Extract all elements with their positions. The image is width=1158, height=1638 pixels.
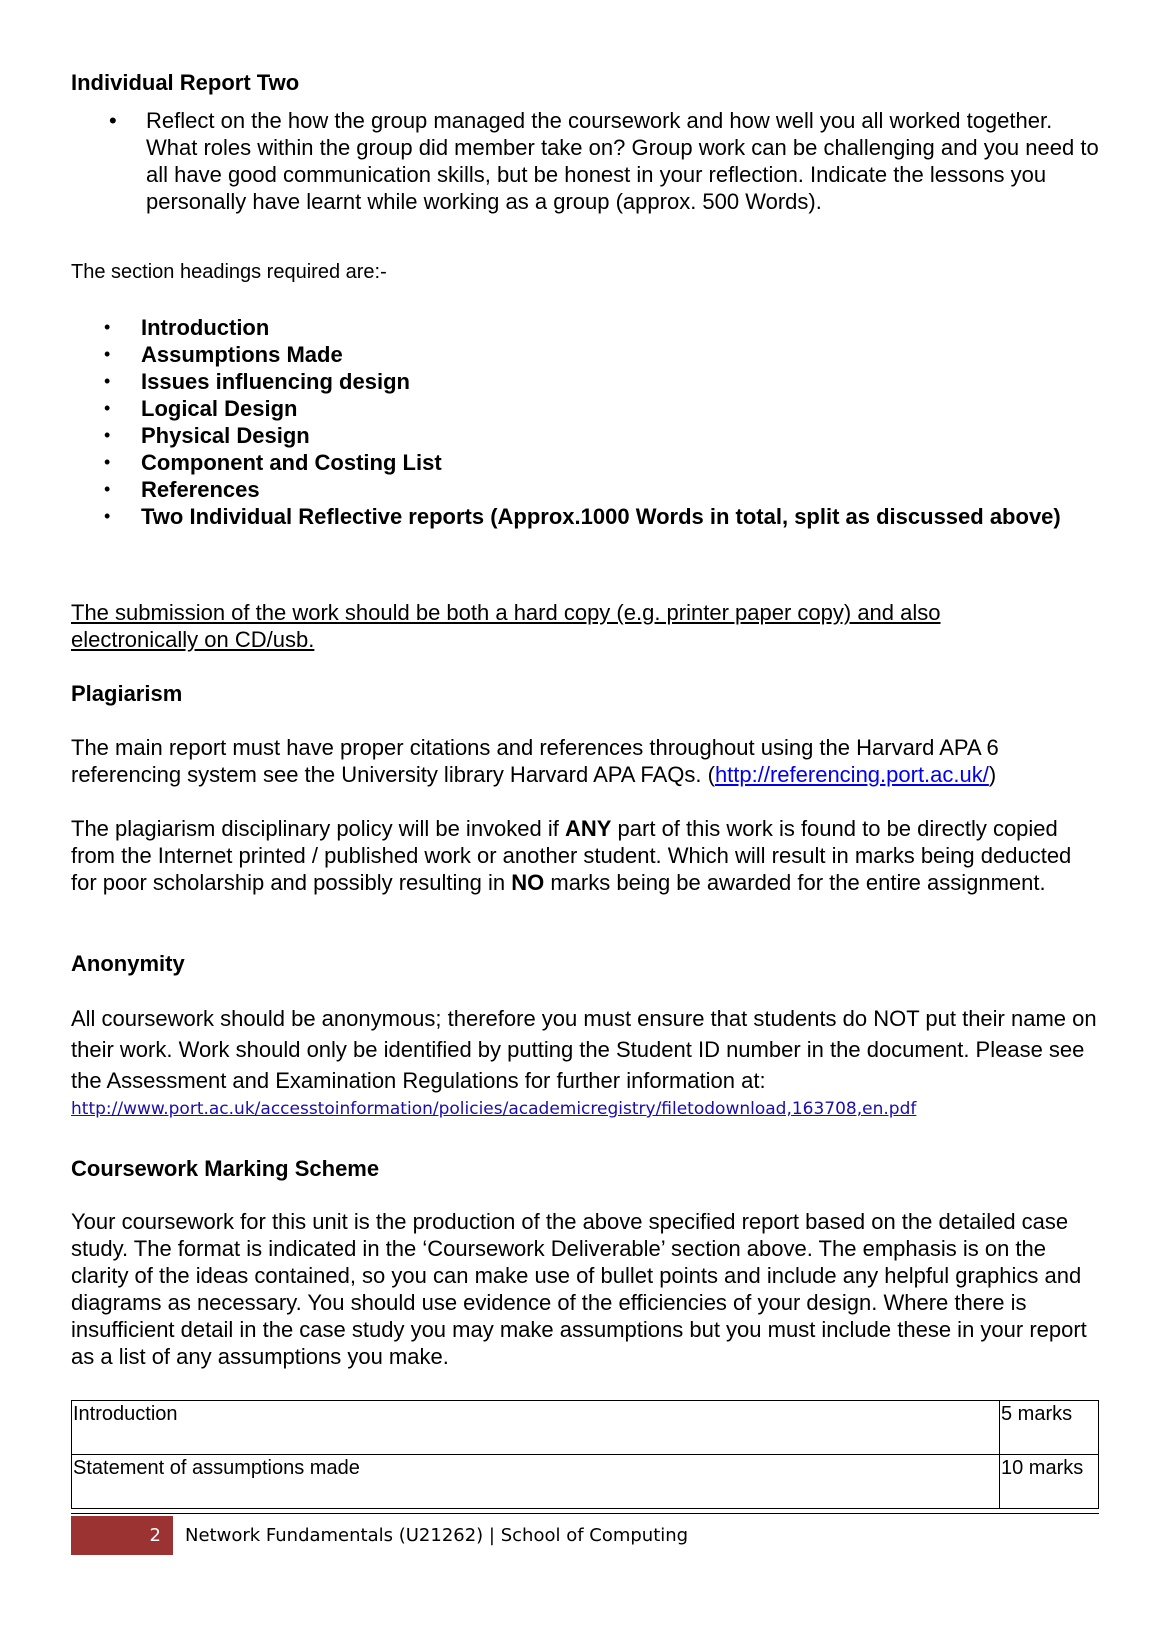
table-row <box>72 1401 1099 1455</box>
section-heading-item: • Logical Design <box>71 395 1071 422</box>
section-heading-item: • Assumptions Made <box>71 341 1071 368</box>
plagiarism-text-b: part of this work is found to be directly copied from the Internet printed / published work or another student. Which will result in marks being deducted for poor scholarship and possibly resulting in <box>71 816 1072 895</box>
marking-scheme-paragraph: Your coursework for this unit is the production of the above specified report based on the detailed case study. The format is indicated in the ‘Coursework Deliverable’ section above. The emphasis is on the clarity of the ideas contained, so you can make use of bullet points and include any helpful graphics and diagrams as necessary. You should use evidence of the efficiencies of your design. Where there is insufficient detail in the case study you may make assumptions but you must include these in your report as a list of any assumptions you make. <box>71 1209 1087 1369</box>
table-cell-marks: 10 marks <box>1000 1455 1099 1509</box>
section-heading-item: • References <box>71 476 1071 503</box>
table-cell-marks: 5 marks <box>1000 1401 1099 1455</box>
plagiarism-text: The main report must have proper citations and references throughout using the Harvard APA 6 referencing system see the University library Harvard APA FAQs. ( <box>71 735 999 787</box>
report-two-bullets <box>71 107 1099 215</box>
marking-scheme-heading: Coursework Marking Scheme <box>71 1156 380 1181</box>
any-emphasis: ANY <box>564 816 612 841</box>
section-headings-list <box>71 314 1071 530</box>
regulations-link[interactable]: http://www.port.ac.uk/accesstoinformation/policies/academicregistry/filetodownload,163708,en.pdf <box>71 1099 917 1119</box>
footer-title: Network Fundamentals (U21262) | School of Computing <box>185 1525 689 1546</box>
section-headings-intro: The section headings required are:- <box>71 261 387 283</box>
table-cell-item: Introduction <box>72 1401 1000 1455</box>
report-two-heading: Individual Report Two <box>71 70 300 95</box>
page-footer <box>71 1513 1099 1555</box>
section-heading-item: • Physical Design <box>71 422 1071 449</box>
anonymity-paragraph: All coursework should be anonymous; therefore you must ensure that students do NOT put their name on their work. Work should only be identified by putting the Student ID number in the document. Please see the Assessment and Examination Regulations for further information at: <box>71 1006 1097 1093</box>
submission-note: The submission of the work should be both a hard copy (e.g. printer paper copy) and also electronically on CD/usb. <box>71 600 941 652</box>
section-heading-item: • Two Individual Reflective reports (Approx.1000 Words in total, split as discussed above) <box>71 503 1071 530</box>
anonymity-heading: Anonymity <box>71 951 185 976</box>
table-cell-item: Statement of assumptions made <box>72 1455 1000 1509</box>
plagiarism-heading: Plagiarism <box>71 681 183 706</box>
plagiarism-paragraph-2 <box>71 815 1099 896</box>
table-row <box>72 1455 1099 1509</box>
plagiarism-text-a: The plagiarism disciplinary policy will be invoked if <box>71 816 565 841</box>
section-heading-item: • Introduction <box>71 314 1071 341</box>
referencing-link[interactable]: http://referencing.port.ac.uk/ <box>714 762 989 787</box>
section-heading-item: • Issues influencing design <box>71 368 1071 395</box>
marking-table <box>71 1400 1099 1509</box>
report-two-bullet: • Reflect on the how the group managed the coursework and how well you all worked together. What roles within the group did member take on? Group work can be challenging and you need to all have good communication skills, but be honest in your reflection. Indicate the lessons you personally have learnt while working as a group (approx. 500 Words). <box>71 107 1099 215</box>
page-number: 2 <box>71 1516 173 1555</box>
plagiarism-text-end: ) <box>988 762 997 787</box>
section-heading-item: • Component and Costing List <box>71 449 1071 476</box>
no-emphasis: NO <box>511 870 545 895</box>
plagiarism-paragraph-1 <box>71 734 1099 788</box>
plagiarism-text-c: marks being be awarded for the entire assignment. <box>544 870 1046 895</box>
